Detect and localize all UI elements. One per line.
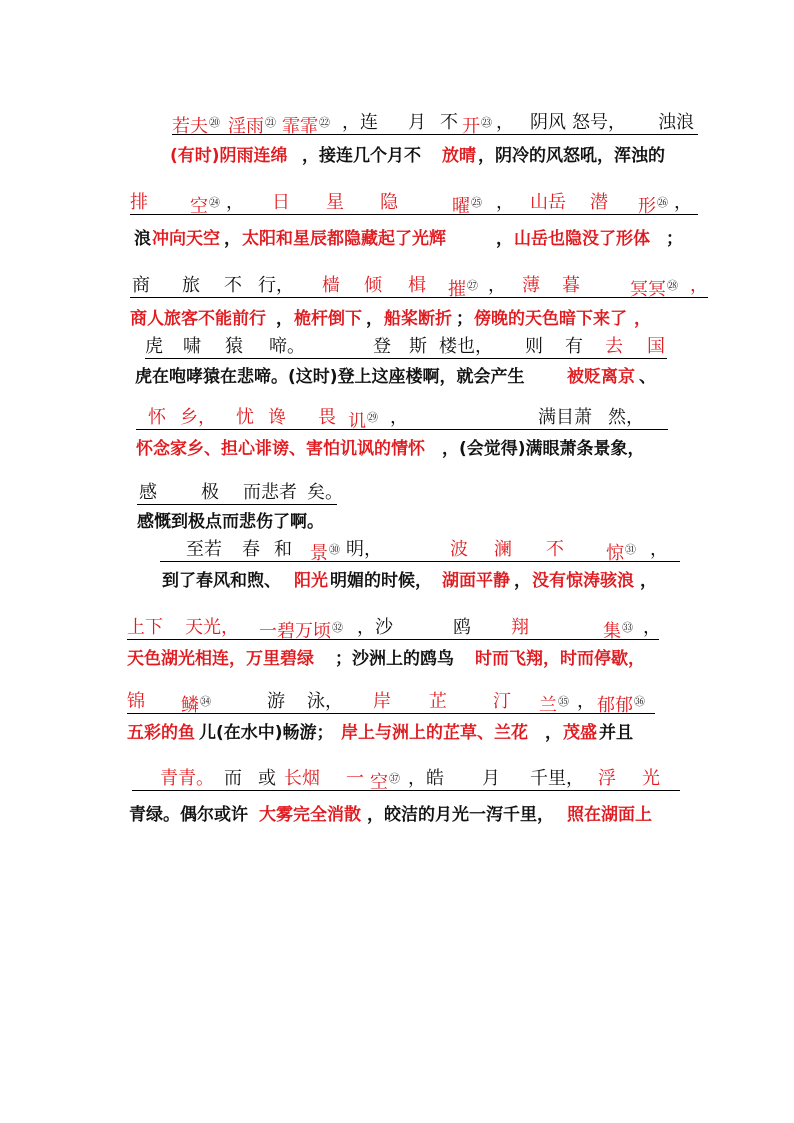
original-segment: 斯	[409, 336, 427, 357]
original-segment: 樯	[322, 275, 340, 296]
original-segment: 至若	[186, 539, 222, 560]
translation-segment: 湖面平静	[442, 571, 510, 591]
translation-segment: 商人旅客不能前行	[130, 309, 266, 329]
original-segment: 畏	[318, 407, 336, 428]
original-segment: 阴风	[530, 112, 566, 133]
original-segment: 兰$^㉟$	[539, 695, 569, 716]
original-text-line	[127, 617, 659, 640]
original-segment: 满目萧	[538, 407, 592, 428]
original-segment: 谗	[268, 407, 286, 428]
original-segment: 行，	[258, 275, 294, 296]
original-segment: 澜	[494, 539, 512, 560]
translation-segment: 五彩的鱼	[127, 723, 195, 743]
original-text-line	[137, 482, 343, 505]
original-segment: 游	[267, 691, 285, 712]
original-segment: 排	[130, 192, 148, 213]
original-segment: 浮	[598, 768, 616, 789]
original-segment: 浊浪	[658, 112, 694, 133]
original-segment: 汀	[493, 691, 511, 712]
original-segment: 极	[201, 482, 219, 503]
original-segment: 一碧万顷$^㉜$	[259, 621, 343, 642]
original-segment: 空$^㉔$	[190, 196, 220, 217]
translation-line	[127, 647, 774, 671]
translation-segment: 感慨到极点而悲伤了啊。	[137, 512, 324, 532]
original-segment: ，	[496, 112, 514, 133]
original-segment: 摧$^㉗$	[448, 279, 478, 300]
footnote-marker: ㊱	[634, 695, 645, 708]
translation-segment: 照在湖面上	[567, 805, 652, 825]
original-segment: 山岳	[530, 192, 566, 213]
translation-segment: 并且	[599, 723, 633, 743]
translation-segment: ，阴冷的风怒吼，浑浊的	[478, 146, 665, 166]
original-segment: ，	[390, 407, 408, 428]
original-segment: 忧	[236, 407, 254, 428]
original-segment: 春	[242, 539, 260, 560]
translation-line	[135, 365, 774, 389]
original-text-line	[172, 112, 698, 135]
original-segment: 若夫⑳	[172, 116, 220, 137]
translation-segment: 到了春风和煦、	[162, 571, 281, 591]
translation-segment: ，皎洁的月光一泻千里，	[367, 805, 554, 825]
original-segment: 芷	[429, 691, 447, 712]
original-text-line	[130, 192, 698, 215]
footnote-marker: ㉞	[200, 695, 211, 708]
original-segment: 旅	[182, 275, 200, 296]
translation-segment: 儿(在水中)畅游；	[199, 723, 334, 743]
translation-segment: 船桨断折	[384, 309, 452, 329]
original-segment: ，	[650, 539, 668, 560]
translation-segment: 被贬离京	[567, 367, 635, 387]
footnote-marker: ㊲	[389, 772, 400, 785]
translation-segment: ，	[224, 229, 241, 249]
original-segment: 而	[224, 768, 242, 789]
translation-segment: 放晴	[442, 146, 476, 166]
translation-segment: 天色湖光相连，万里碧绿	[127, 649, 314, 669]
original-segment: 讥$^㉙$	[348, 411, 378, 432]
original-segment: 或	[258, 768, 276, 789]
original-segment: 矣。	[307, 482, 343, 503]
footnote-marker: ㉙	[367, 411, 378, 424]
original-segment: 青青。	[160, 768, 214, 789]
footnote-marker: ㉔	[209, 196, 220, 209]
translation-segment: 茂盛	[563, 723, 597, 743]
footnote-marker: ㉒	[319, 116, 330, 129]
original-segment: 猿	[225, 336, 243, 357]
original-segment: 空$^㊲$	[370, 772, 400, 793]
original-segment: 一	[346, 768, 364, 789]
translation-segment: (有时)阴雨连绵	[170, 146, 288, 166]
original-segment: 楼也，	[439, 336, 493, 357]
original-segment: 倾	[364, 275, 382, 296]
translation-segment: 冲向天空	[152, 229, 220, 249]
translation-line	[130, 307, 774, 331]
original-segment: 鳞$^㉞$	[181, 695, 211, 716]
footnote-marker: ㉗	[467, 279, 478, 292]
translation-segment: 虎在咆哮猿在悲啼。(这时)登上这座楼啊，就会产生	[135, 367, 525, 387]
original-segment: 则	[525, 336, 543, 357]
original-segment: 虎	[145, 336, 163, 357]
translation-segment: ，	[640, 571, 657, 591]
translation-segment: 太阳和星辰都隐藏起了光辉	[242, 229, 446, 249]
translation-segment: 青绿。偶尔或许	[129, 805, 248, 825]
original-segment: 冥冥$^㉘$	[630, 279, 678, 300]
translation-segment: ，	[366, 309, 383, 329]
original-segment: 怀	[148, 407, 166, 428]
footnote-marker: ⑳	[209, 116, 220, 129]
translation-segment: ，接连几个月不	[302, 146, 421, 166]
original-segment: ，皓	[408, 768, 444, 789]
original-segment: 而悲者	[243, 482, 297, 503]
original-segment: 岸	[373, 691, 391, 712]
original-segment: 锦	[127, 691, 145, 712]
original-segment: 隐	[380, 192, 398, 213]
footnote-marker: ㉓	[481, 116, 492, 129]
original-segment: 上下	[127, 617, 163, 638]
translation-segment: 浪	[134, 229, 151, 249]
original-segment: 泳，	[307, 691, 343, 712]
original-segment: 不	[546, 539, 564, 560]
footnote-marker: ㉑	[265, 116, 276, 129]
translation-segment: ，	[496, 229, 513, 249]
original-segment: 千里，	[530, 768, 584, 789]
footnote-marker: ㉜	[332, 621, 343, 634]
translation-segment: ，	[545, 723, 562, 743]
original-segment: 天光，	[185, 617, 239, 638]
original-segment: 有	[565, 336, 583, 357]
original-segment: 形$^㉖$	[638, 196, 668, 217]
translation-segment: ，	[514, 571, 531, 591]
translation-segment: 时而飞翔，时而停歇，	[475, 649, 645, 669]
translation-segment: ，	[634, 309, 651, 329]
original-segment: 国	[647, 336, 665, 357]
translation-segment: ，(会觉得)满眼萧条景象，	[442, 439, 645, 459]
original-text-line	[130, 275, 708, 298]
translation-segment: 傍晚的天色暗下来了	[474, 309, 627, 329]
original-segment: 啸	[183, 336, 201, 357]
translation-line	[129, 803, 774, 827]
original-segment: 鸥	[453, 617, 471, 638]
footnote-marker: ㉟	[558, 695, 569, 708]
translation-segment: ；沙洲上的鸥鸟	[335, 649, 454, 669]
original-segment: 淫雨$^㉑$	[228, 116, 276, 137]
original-segment: 不	[224, 275, 242, 296]
translation-segment: 、	[639, 367, 656, 387]
original-text-line	[132, 768, 680, 791]
translation-line	[136, 437, 774, 461]
original-segment: ，	[690, 275, 708, 296]
original-segment: ，	[674, 192, 692, 213]
original-text-line	[136, 407, 668, 430]
original-segment: ，	[643, 617, 661, 638]
footnote-marker: ㉕	[471, 196, 482, 209]
original-segment: 明，	[346, 539, 382, 560]
translation-segment: 怀念家乡、担心诽谤、害怕讥讽的情怀	[136, 439, 425, 459]
original-segment: 日	[272, 192, 290, 213]
translation-segment: 岸上与洲上的芷草、兰花	[341, 723, 528, 743]
original-text-line	[127, 691, 655, 714]
original-segment: ，	[226, 192, 244, 213]
original-segment: 月	[482, 768, 500, 789]
original-segment: 开$^㉓$	[462, 116, 492, 137]
translation-line	[134, 227, 774, 251]
original-segment: 感	[139, 482, 157, 503]
translation-line	[137, 510, 774, 534]
original-text-line	[160, 539, 680, 562]
original-segment: 啼。	[269, 336, 305, 357]
translation-line	[127, 721, 774, 745]
translation-segment: 大雾完全消散	[259, 805, 361, 825]
footnote-marker: ㉛	[625, 543, 636, 556]
translation-line	[170, 144, 774, 168]
original-segment: 楫	[408, 275, 426, 296]
translation-segment: ；	[666, 229, 683, 249]
original-segment: 景$^㉚$	[310, 543, 340, 564]
original-segment: 去	[605, 336, 623, 357]
original-segment: 怒号，	[572, 112, 626, 133]
original-segment: 薄	[522, 275, 540, 296]
original-segment: 郁郁$^㊱$	[597, 695, 645, 716]
original-segment: 月	[408, 112, 426, 133]
original-segment: 曜$^㉕$	[452, 196, 482, 217]
translation-segment: 没有惊涛骇浪	[532, 571, 634, 591]
translation-segment: ；	[456, 309, 473, 329]
translation-segment: 阳光	[294, 571, 328, 591]
original-segment: 长烟	[284, 768, 320, 789]
translation-segment: 明媚的时候，	[330, 571, 432, 591]
original-text-line	[145, 336, 667, 359]
original-segment: 暮	[562, 275, 580, 296]
original-segment: 和	[274, 539, 292, 560]
original-segment: 登	[373, 336, 391, 357]
translation-segment: ，	[276, 309, 293, 329]
original-segment: ，	[496, 192, 514, 213]
footnote-marker: ㉘	[667, 279, 678, 292]
original-segment: 霏霏$^㉒$	[282, 116, 330, 137]
original-segment: ，连	[342, 112, 378, 133]
original-segment: 潜	[590, 192, 608, 213]
original-segment: 商	[132, 275, 150, 296]
original-segment: 惊$^㉛$	[606, 543, 636, 564]
original-segment: 乡，	[180, 407, 216, 428]
footnote-marker: ㉖	[657, 196, 668, 209]
original-segment: ，	[488, 275, 506, 296]
translation-segment: 山岳也隐没了形体	[514, 229, 650, 249]
original-segment: 集$^㉝$	[603, 621, 633, 642]
translation-segment: 桅杆倒下	[294, 309, 362, 329]
original-segment: ，	[577, 691, 595, 712]
original-segment: 波	[450, 539, 468, 560]
original-segment: ，沙	[357, 617, 393, 638]
original-segment: 然，	[608, 407, 644, 428]
original-segment: 翔	[511, 617, 529, 638]
translation-line	[162, 569, 774, 593]
footnote-marker: ㉚	[329, 543, 340, 556]
footnote-marker: ㉝	[622, 621, 633, 634]
original-segment: 光	[642, 768, 660, 789]
original-segment: 星	[326, 192, 344, 213]
original-segment: 不	[440, 112, 458, 133]
